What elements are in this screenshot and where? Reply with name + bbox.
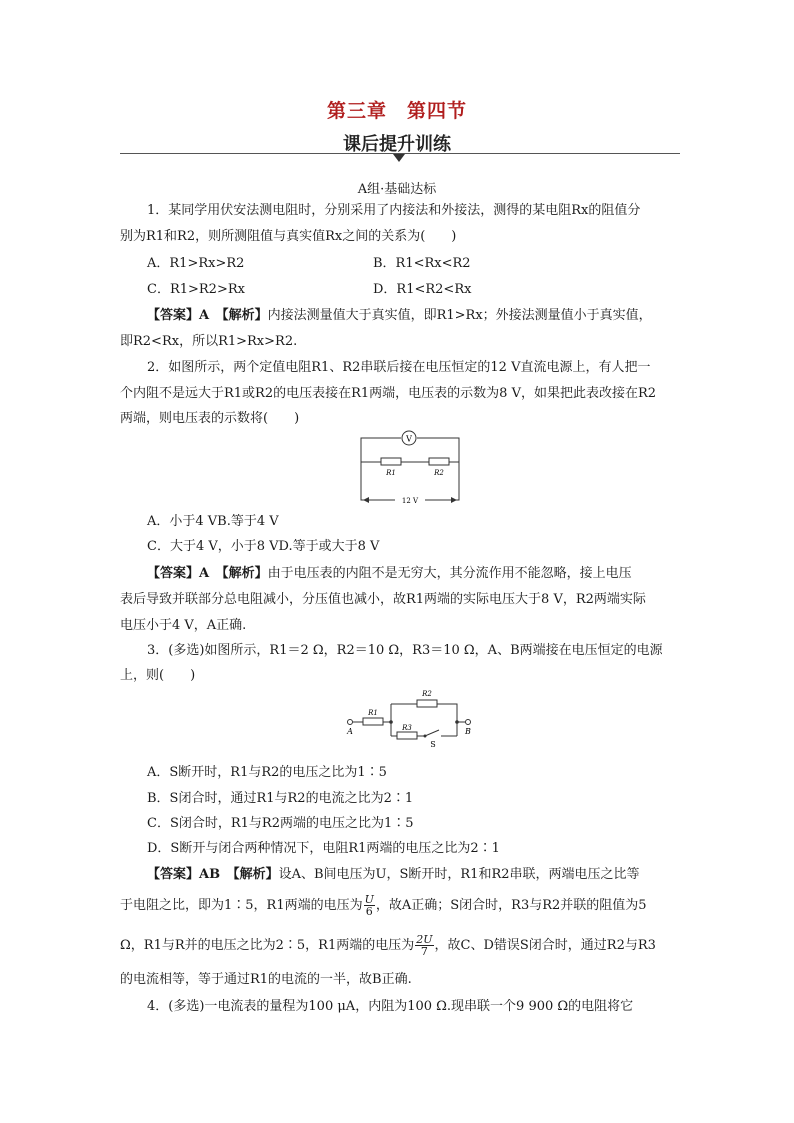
q3-answer-line3 [120, 934, 680, 957]
q3-answer-line1 [147, 866, 707, 884]
q1-option-c: C．R1>R2>Rx [147, 282, 245, 297]
q3-circuit-diagram [345, 684, 475, 750]
q1-option-a: A．R1>Rx>R2 [147, 256, 245, 271]
q2-circuit-diagram [355, 426, 465, 510]
terminal-b-label: B [465, 727, 471, 736]
q1-option-b: B．R1<Rx<R2 [373, 256, 471, 271]
section-title: 课后提升训练 [343, 134, 451, 155]
answer-text: ，故A正确；S闭合时，R3与R2并联的阻值为5 [375, 898, 647, 913]
answer-tag: 【答案】A 【解析】 [147, 308, 268, 323]
r1-label: R1 [386, 469, 396, 477]
q2-stem-line1: 2．如图所示，两个定值电阻R1、R2串联后接在电压恒定的12 V直流电源上，有人把一 [147, 360, 651, 375]
answer-text: 于电阻之比，即为1∶5，R1两端的电压为 [120, 898, 363, 913]
source-voltage-label: 12 V [401, 497, 419, 505]
q2-answer-line1 [147, 565, 707, 583]
r1-label: R1 [368, 709, 378, 717]
q3-stem-line2: 上，则( ) [120, 668, 196, 683]
q3-option-a: A．S断开时，R1与R2的电压之比为1∶5 [147, 765, 387, 780]
fraction-2u-over-7 [415, 934, 433, 957]
chapter-title: 第三章 第四节 [326, 100, 467, 122]
q1-stem-line2: 别为R1和R2，则所测阻值与真实值Rx之间的关系为( ) [120, 229, 457, 244]
q2-stem-line3: 两端，则电压表的示数将( ) [120, 411, 300, 426]
answer-text: Ω，R1与R并的电压之比为2∶5，R1两端的电压为 [120, 938, 415, 953]
q1-answer-line1 [147, 307, 707, 325]
group-title: A组·基础达标 [357, 182, 437, 197]
q3-option-c: C．S闭合时，R1与R2两端的电压之比为1∶5 [147, 816, 414, 831]
answer-tag: 【答案】A 【解析】 [147, 566, 268, 581]
answer-text: 内接法测量值大于真实值，即R1>Rx；外接法测量值小于真实值， [267, 308, 652, 323]
down-arrow-icon [393, 154, 405, 162]
q1-stem-line1: 1．某同学用伏安法测电阻时，分别采用了内接法和外接法，测得的某电阻Rx的阻值分 [147, 203, 641, 218]
q2-answer-line2: 表后导致并联部分总电阻减小，分压值也减小，故R1两端的实际电压大于8 V，R2两端实际 [120, 592, 646, 607]
q2-answer-line3: 电压小于4 V，A正确. [120, 618, 247, 633]
voltmeter-label: V [406, 434, 412, 444]
q1-answer-line2: 即R2<Rx，所以R1>Rx>R2. [120, 334, 298, 349]
q2-stem-line2: 个内阻不是远大于R1或R2的电压表接在R1两端，电压表的示数为8 V，如果把此表改接在R2 [120, 386, 657, 401]
q2-options-ab: A．小于4 VB.等于4 V [147, 514, 279, 529]
fraction-u-over-6 [364, 894, 375, 917]
q3-stem-line1: 3．(多选)如图所示，R1＝2 Ω，R2＝10 Ω，R3＝10 Ω，A、B两端接在电压恒定的电源 [147, 643, 663, 658]
answer-text: 设A、B间电压为U，S断开时，R1和R2串联，两端电压之比等 [278, 867, 640, 882]
answer-tag: 【答案】AB 【解析】 [147, 867, 279, 882]
terminal-a-label: A [347, 727, 353, 736]
q3-answer-line2 [120, 894, 680, 917]
fraction-numerator: U [364, 893, 374, 906]
r2-label: R2 [434, 469, 444, 477]
fraction-numerator: 2U [416, 933, 433, 946]
r3-label: R3 [402, 724, 412, 732]
answer-text: ，故C、D错误S闭合时，通过R2与R3 [434, 938, 656, 953]
q3-answer-line4: 的电流相等，等于通过R1的电流的一半，故B正确. [120, 972, 412, 987]
switch-label: S [430, 740, 436, 749]
r2-label: R2 [422, 690, 432, 698]
answer-text: 由于电压表的内阻不是无穷大，其分流作用不能忽略，接上电压 [267, 566, 632, 581]
q3-option-b: B．S闭合时，通过R1与R2的电流之比为2∶1 [147, 791, 414, 806]
q1-option-d: D．R1<R2<Rx [373, 282, 472, 297]
q2-options-cd: C．大于4 V，小于8 VD.等于或大于8 V [147, 539, 380, 554]
fraction-denominator: 6 [365, 905, 373, 918]
fraction-denominator: 7 [420, 945, 428, 958]
q3-option-d: D．S断开与闭合两种情况下，电阻R1两端的电压之比为2∶1 [147, 841, 500, 856]
q4-stem-line1: 4．(多选)一电流表的量程为100 μA，内阻为100 Ω.现串联一个9 900 Ω的电阻将它 [147, 999, 634, 1014]
